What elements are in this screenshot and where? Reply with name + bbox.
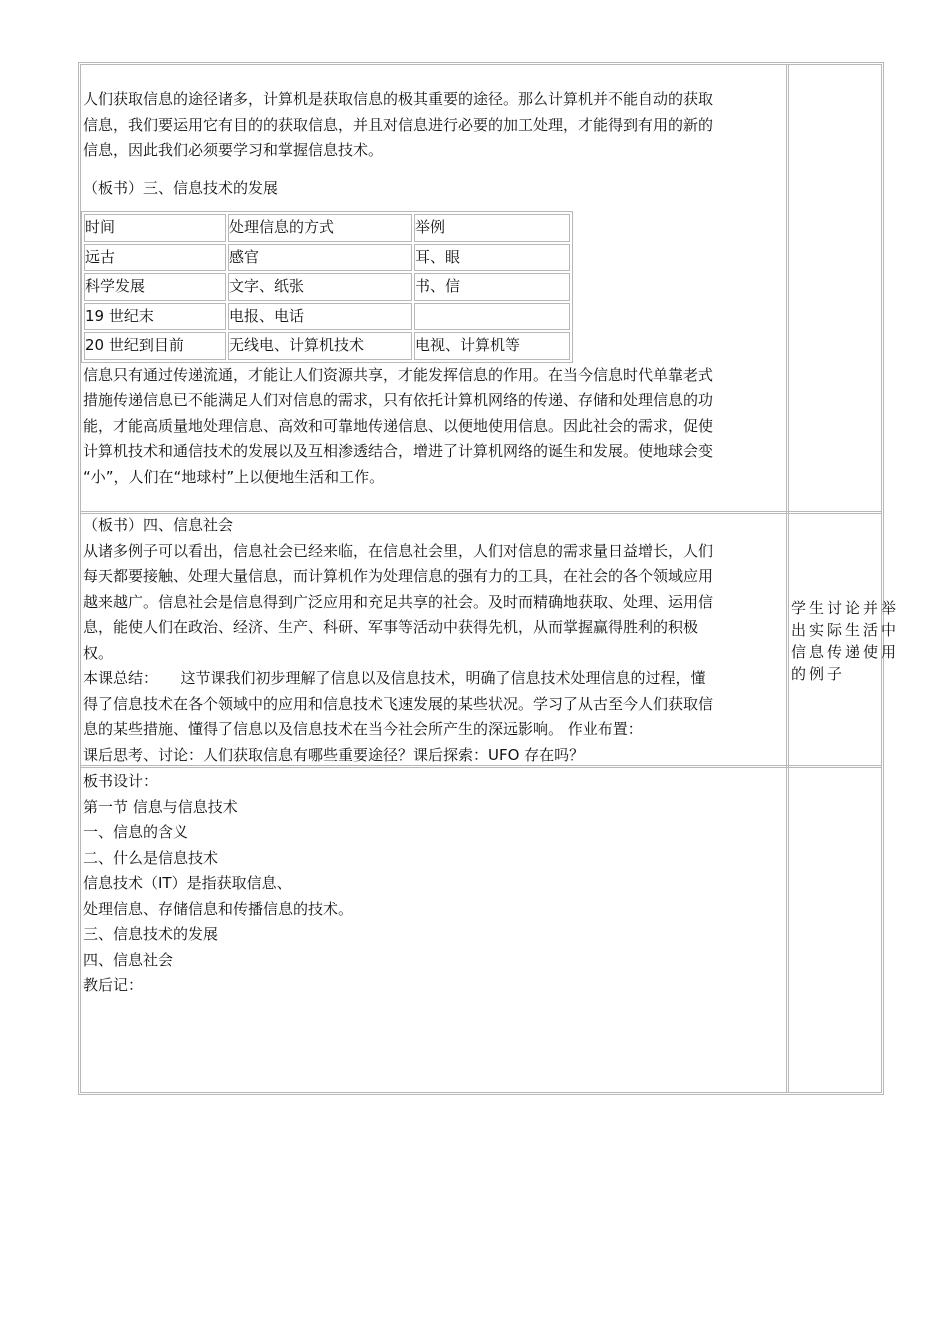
table-row bbox=[84, 273, 570, 301]
side-note-line: 出实际生活中 bbox=[791, 621, 900, 639]
board-line: 信息技术（IT）是指获取信息、 bbox=[83, 874, 292, 892]
text-line: 越来越广。信息社会是信息得到广泛应用和充足共享的社会。及时而精确地获取、处理、运用信 bbox=[83, 592, 714, 611]
table-header-row bbox=[84, 214, 570, 242]
table-cell bbox=[414, 303, 570, 331]
table-cell: 远古 bbox=[84, 244, 226, 272]
main-cell bbox=[83, 87, 787, 490]
intro-line: 信息，我们要运用它有目的的获取信息，并且对信息进行必要的加工处理，才能得到有用的新的 bbox=[83, 115, 714, 134]
column-header: 举例 bbox=[414, 214, 570, 242]
intro-line: 人们获取信息的途径诸多，计算机是获取信息的极其重要的途径。那么计算机并不能自动的获取 bbox=[83, 90, 714, 108]
table-cell: 书、信 bbox=[414, 273, 570, 301]
board-line: 二、什么是信息技术 bbox=[83, 848, 219, 867]
text-line: 课后思考、讨论：人们获取信息有哪些重要途径？课后探索：UFO 存在吗？ bbox=[83, 745, 585, 764]
table-cell: 耳、眼 bbox=[414, 244, 570, 272]
side-note-line: 学生讨论并举 bbox=[791, 599, 900, 617]
section-heading: （板书）三、信息技术的发展 bbox=[83, 178, 279, 197]
table-cell: 文字、纸张 bbox=[228, 273, 412, 301]
text-line: 从诸多例子可以看出，信息社会已经来临，在信息社会里，人们对信息的需求量日益增长，人们 bbox=[83, 541, 714, 560]
table-row bbox=[84, 332, 570, 360]
text-line: 得了信息技术在各个领域中的应用和信息技术飞速发展的某些状况。学习了从古至今人们获取信 bbox=[83, 694, 714, 713]
paragraph-line: 计算机技术和通信技术的发展以及互相渗透结合，增进了计算机网络的诞生和发展。使地球会变 bbox=[83, 442, 714, 460]
side-note bbox=[791, 597, 903, 685]
table-row bbox=[84, 244, 570, 272]
board-line: 三、信息技术的发展 bbox=[83, 925, 219, 943]
it-history-table bbox=[81, 211, 573, 363]
paragraph-line: 能，才能高质量地处理信息、高效和可靠地传递信息、以便地使用信息。因此社会的需求，促使 bbox=[83, 416, 714, 435]
column-header: 时间 bbox=[84, 214, 226, 242]
paragraph-line: “小”，人们在“地球村”上以便地生活和工作。 bbox=[83, 467, 385, 486]
lesson-plan-table bbox=[78, 62, 900, 1095]
table-cell: 感官 bbox=[228, 244, 412, 272]
paragraph-line: 信息只有通过传递流通，才能让人们资源共享，才能发挥信息的作用。在当今信息时代单靠老式 bbox=[83, 365, 714, 384]
text-line: 每天都要接触、处理大量信息，而计算机作为处理信息的强有力的工具，在社会的各个领域应用 bbox=[83, 567, 714, 585]
main-cell bbox=[83, 513, 787, 768]
board-line: 教后记： bbox=[83, 976, 144, 994]
text-line: 息的某些措施、懂得了信息以及信息技术在当今社会所产生的深远影响。 作业布置： bbox=[83, 720, 643, 738]
board-line: 第一节 信息与信息技术 bbox=[83, 797, 238, 816]
table-cell: 无线电、计算机技术 bbox=[228, 332, 412, 360]
table-cell: 电视、计算机等 bbox=[414, 332, 570, 360]
table-cell: 20 世纪到目前 bbox=[84, 332, 226, 360]
column-header: 处理信息的方式 bbox=[228, 214, 412, 242]
board-line: 一、信息的含义 bbox=[83, 823, 189, 841]
board-line: 板书设计： bbox=[83, 772, 159, 790]
row-board-design bbox=[81, 765, 881, 1092]
side-note-line: 信息传递使用 bbox=[791, 643, 900, 661]
table-row bbox=[84, 303, 570, 331]
main-cell bbox=[83, 769, 787, 999]
table-cell: 电报、电话 bbox=[228, 303, 412, 331]
text-line: 息，能使人们在政治、经济、生产、科研、军事等活动中获得先机，从而掌握赢得胜利的积极 bbox=[83, 618, 699, 636]
row-it-development bbox=[81, 65, 881, 511]
table-cell: 19 世纪末 bbox=[84, 303, 226, 331]
paragraph-line: 措施传递信息已不能满足人们对信息的需求，只有依托计算机网络的传递、存储和处理信息的功 bbox=[83, 391, 714, 409]
text-line: （板书）四、信息社会 bbox=[83, 516, 234, 534]
text-line: 权。 bbox=[83, 643, 114, 662]
row-info-society bbox=[81, 511, 900, 765]
table-cell: 科学发展 bbox=[84, 273, 226, 301]
text-line: 本课总结： 这节课我们初步理解了信息以及信息技术，明确了信息技术处理信息的过程，懂 bbox=[83, 669, 706, 687]
intro-line: 信息，因此我们必须要学习和掌握信息技术。 bbox=[83, 141, 384, 159]
board-line: 处理信息、存储信息和传播信息的技术。 bbox=[83, 899, 354, 918]
board-line: 四、信息社会 bbox=[83, 950, 174, 969]
side-note-line: 的例子 bbox=[791, 665, 846, 683]
